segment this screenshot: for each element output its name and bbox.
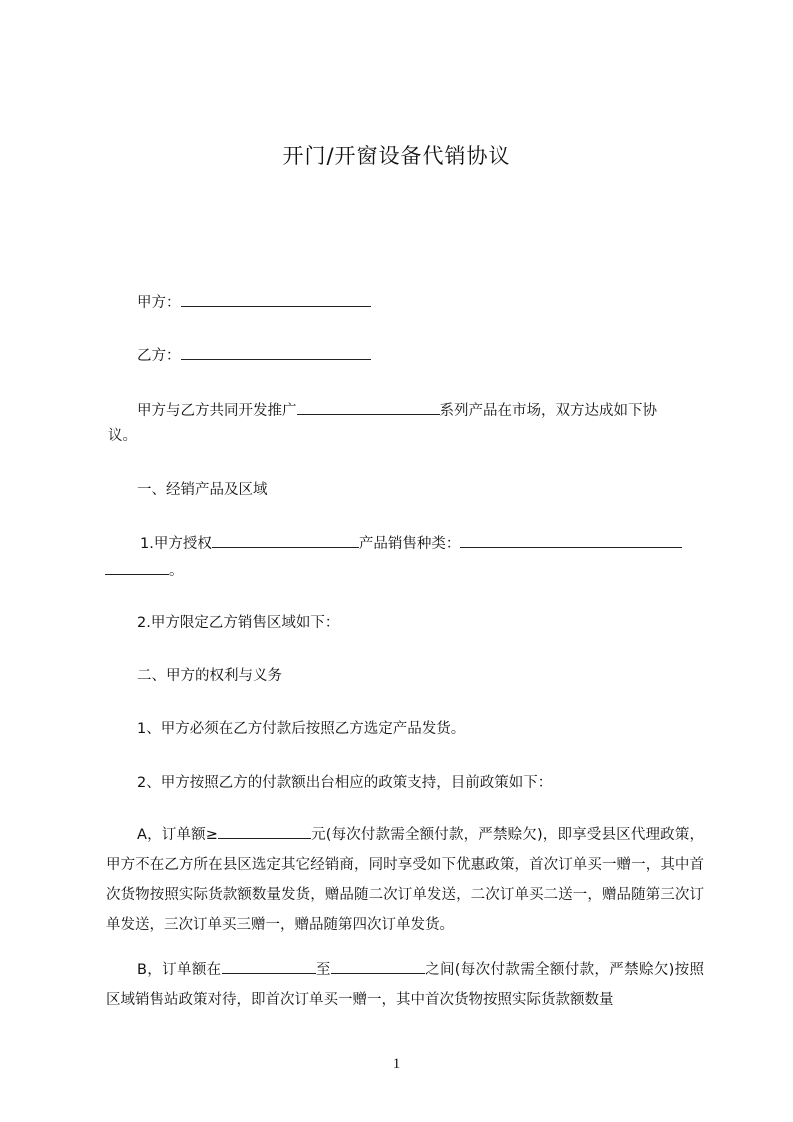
policy-b-text-3: 之间(每次付款需全额付款，严禁赊欠)按照区域销售站政策对待，即首次订单买一赠一，其中首次货物按照实际货款额数量	[106, 962, 705, 1008]
item-1-end: 。	[169, 563, 184, 579]
intro-text-2: 系列产品在市场，双方达成如下协	[439, 403, 657, 419]
product-category-blank[interactable]	[460, 533, 682, 548]
party-a-label: 甲方：	[137, 295, 181, 311]
product-series-blank[interactable]	[297, 400, 440, 415]
item-1-line-1	[140, 533, 682, 554]
policy-b-min-blank[interactable]	[222, 959, 316, 974]
party-b-blank[interactable]	[181, 345, 371, 360]
duty-1-line: 1、甲方必须在乙方付款后按照乙方选定产品发货。	[137, 721, 466, 737]
item-1-text-2: 产品销售种类：	[358, 536, 461, 552]
policy-b-max-blank[interactable]	[331, 959, 425, 974]
item-2-line: 2.甲方限定乙方销售区域如下：	[137, 615, 340, 631]
section-2-heading: 二、甲方的权利与义务	[137, 668, 282, 684]
page-number: 1	[392, 1056, 401, 1072]
item-1-text-1: 1.甲方授权	[140, 536, 212, 552]
policy-b-text-1: B，订单额在	[137, 962, 222, 978]
product-category-blank-cont[interactable]	[105, 560, 169, 575]
policy-b-text-2: 至	[315, 962, 331, 978]
section-1-heading: 一、经销产品及区域	[137, 482, 268, 498]
party-b-line	[137, 345, 371, 366]
duty-2-line: 2、甲方按照乙方的付款额出台相应的政策支持，目前政策如下：	[137, 775, 553, 791]
policy-a-amount-blank[interactable]	[218, 824, 311, 839]
policy-b-paragraph	[106, 955, 704, 1015]
authorized-area-blank[interactable]	[212, 533, 359, 548]
intro-line-2	[108, 426, 137, 446]
policy-a-text-1: A，订单额≥	[137, 827, 218, 843]
party-a-blank[interactable]	[181, 292, 371, 307]
party-b-label: 乙方：	[137, 348, 181, 364]
party-a-line	[137, 292, 371, 313]
intro-text-1: 甲方与乙方共同开发推广	[137, 403, 297, 419]
item-1-line-2	[105, 560, 184, 581]
document-title: 开门/开窗设备代销协议	[282, 144, 511, 168]
intro-text-3: 议。	[108, 428, 137, 444]
policy-a-paragraph	[106, 820, 704, 940]
intro-line-1	[137, 400, 657, 421]
policy-a-text-2: 元(每次付款需全额付款，严禁赊欠)，即享受县区代理政策，甲方不在乙方所在县区选定其它经销商，同时享受如下优惠政策，首次订单买一赠一，其中首次货物按照实际货款额数量发货，赠品随二次订单发送，二次订单买二送一，赠品随第三次订单发送，三次订单买三赠一，赠品随第四次订单发货。	[106, 827, 704, 933]
